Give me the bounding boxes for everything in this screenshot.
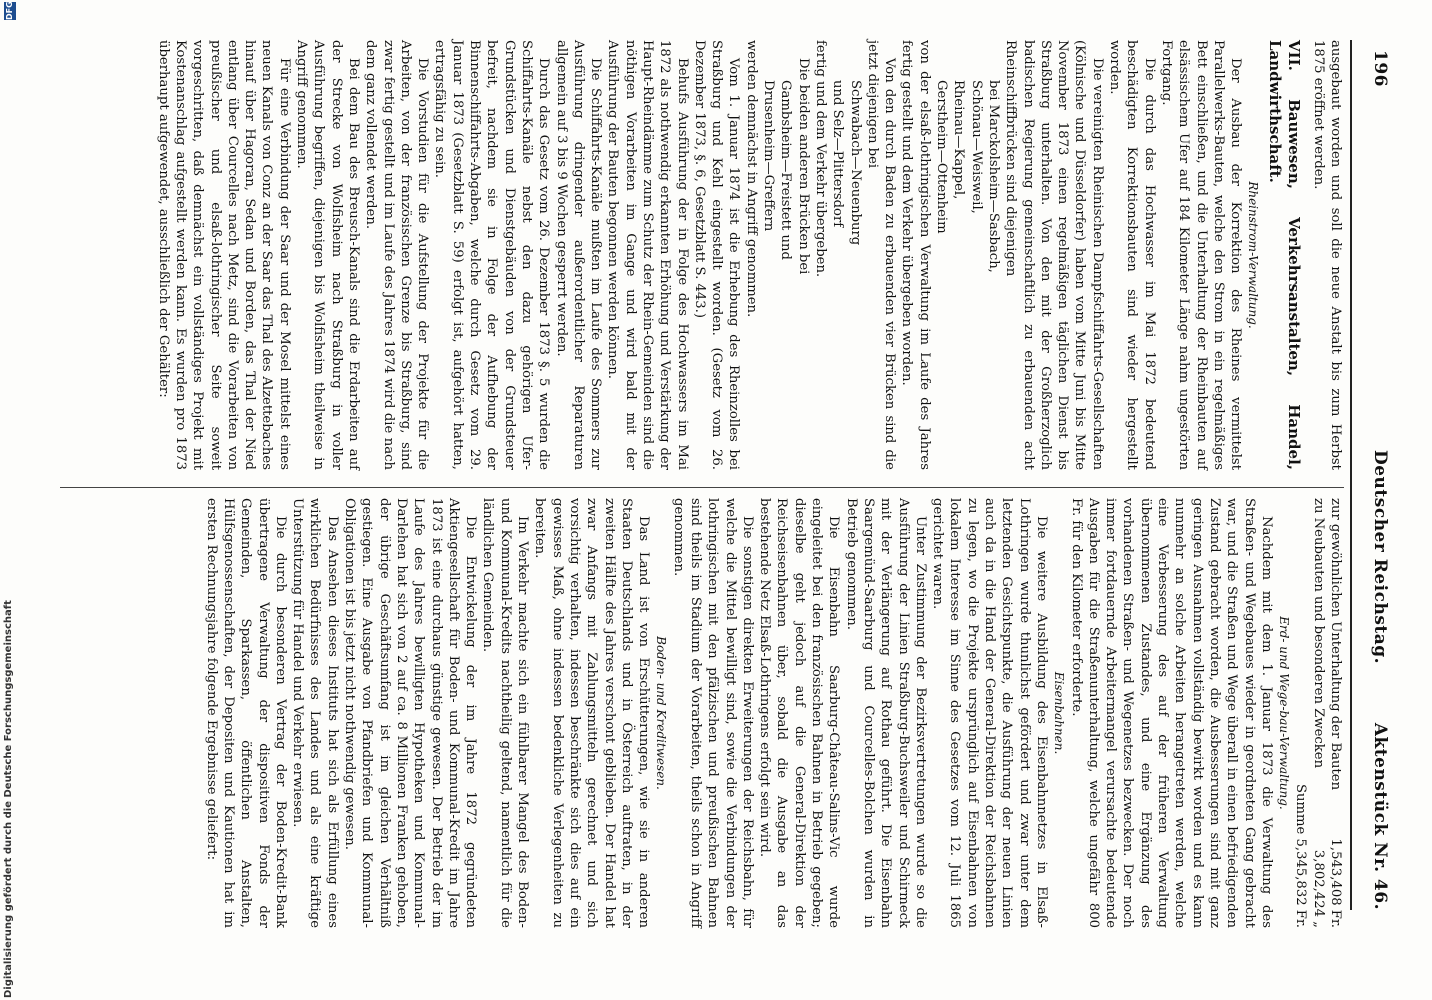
- paragraph: Vom 1. Januar 1874 ist die Erhebung des Rheinzolles bei Straßburg und Kehl eingestellt worden. (Gesetz vom 26. Dezember 1873, §. 6, Gesetzblatt S. 443.): [691, 40, 742, 470]
- paragraph: Das Land ist von Erschütterungen, wie sie in anderen Staaten Deutschlands und in Österreich auftraten, in der zweiten Hälfte des Jahres verschont geblieben. Der Handel hat zwar Anfangs mit Zahlungsmitteln gerechnet und sich vorsichtig verhalten, indessen beschränkte sich dies auf ein gewisses Maß, ohne indessen bedenkliche Verlegenheiten zu bereiten.: [532, 498, 652, 928]
- budget-value: 3,802,424 „: [1310, 849, 1326, 928]
- list-item: und Selz—Plittersdorf: [830, 80, 846, 228]
- list-item: Gerstheim—Ottenheim: [934, 80, 950, 234]
- list-item: Schönau—Weisweil,: [968, 80, 984, 214]
- paragraph: Von den durch Baden zu erbauenden vier Brücken sind die jetzt diejenigen bei: [864, 40, 898, 470]
- digitization-note: Digitalisierung gefördert durch die Deutsche Forschungsgemeinschaft: [3, 600, 14, 998]
- digitization-strip: [0, 0, 18, 1000]
- list-item: bei Marckolsheim—Sasbach,: [985, 80, 1001, 273]
- paragraph: Die sonstigen direkten Erweiterungen der Reichsbahn, für welche die Mittel bewilligt sind, sowie die Verbindungen der lothringischen mit den pfälzischen und preußischen Bahnen sind theils im Stadium der Vorarbeiten, theils schon in Angriff genommen.: [670, 498, 755, 928]
- paragraph: Die Entwickelung der im Jahre 1872 gegründeten Aktiengesellschaft für Boden- und Kommunal-Kredit im Jahre 1873 ist eine durchaus günstige gewesen. Der Betrieb der im Laufe des Jahres bewilligten Hypotheken und Kommunal-Darlehen hat sich von 2 auf ca. 8 Millionen Franken gehoben, der übrige Geschäftsumfang ist im gleichen Verhältniß gestiegen. Eine Ausgabe von Pfandbriefen und Kommunal-Obligationen ist bis jetzt nicht nothwendig gewesen.: [342, 498, 479, 928]
- paragraph: Die durch das Hochwasser im Mai 1872 bedeutend beschädigten Korrektionsbauten sind wieder hergestellt worden.: [1107, 40, 1157, 470]
- dfg-logo: DFG: [5, 1, 14, 20]
- sum-label: Summe: [1293, 783, 1309, 835]
- paragraph: ausgebaut worden und soll die neue Anstalt bis zum Herbst 1875 eröffnet werden.: [1310, 40, 1343, 470]
- paragraph: Die Vorstudien für die Aufstellung der Projekte für die Arbeiten, von der französischen Grenze bis Straßburg, sind zwar fertig gestellt und im Laufe des Jahres 1874 wird die nach dem ganz vollendet werden.: [363, 40, 431, 470]
- paragraph: Unter Zustimmung der Bezirksvertretungen wurde so die Ausführung der Linien Straßburg-Buchsweiler und Schirmeck mit der Verlängerung auf Rothau geführt. Die Eisenbahn Saargemünd-Saarburg und Courcelles-Bolchen wurden in Betrieb genommen.: [843, 498, 928, 928]
- budget-value: 1,543,408 Fr.: [1328, 838, 1343, 928]
- paragraph: Bei dem Bau des Breusch-Kanals sind die Erdarbeiten auf der Strecke von Wolfisheim nach Straßburg in voller Ausführung begriffen, diejenigen bis Wolfisheim theilweise in Angriff genommen.: [294, 40, 361, 470]
- document-number: Aktenstück Nr. 46.: [1370, 722, 1390, 910]
- list-item: Schwabach—Neuenburg: [847, 80, 863, 246]
- paragraph: Die beiden anderen Brücken bei: [795, 58, 811, 275]
- budget-label: zu Neubauten und besonderen Zwecken: [1310, 498, 1326, 769]
- paragraph: von der elsaß-lothringischen Verwaltung im Laufe des Jahres fertig gestellt und dem Verkehr übergeben worden.: [899, 40, 932, 470]
- paragraph: Der Ausbau der Korrektion des Rheines vermittelst Parallelwerks-Bauten, welche den Strom in ein regelmäßiges Bett einschließen, und die Unterhaltung der Rheinbauten auf elsässischem Ufer auf 184 Kilometer Länge nahm ungestörten Fortgang.: [1158, 40, 1244, 470]
- section-title: VII. Bauwesen, Verkehrsanstalten, Handel, Landwirthschaft.: [1266, 40, 1304, 470]
- sum-value: 5,345,832 Fr.: [1293, 838, 1309, 928]
- list-item: Rheinau—Kappel,: [951, 80, 967, 200]
- page-number: 196: [1370, 50, 1390, 87]
- paragraph: Die Eisenbahn Saarburg-Château-Salins-Vic wurde eingeleitet bei den französischen Bahnen in Betrieb gegeben; dieselbe geht jedoch auf die General-Direktion der Reichseisenbahnen über, sobald die Ausgabe an das bestehende Netz Elsaß-Lothringens erfolgt sein wird.: [757, 498, 842, 928]
- paragraph: Für eine Verbindung der Saar und der Mosel mittelst eines neuen Kanals von Conz an der Saar das Thal des Alzettebaches hinauf über Hagoran, Sedan und Borden, das Thal der Nied entlang über Courcelles nach Metz, sind die Vorarbeiten von preußischer und elsaß-lothringischer Seite soweit vorgeschritten, daß demnächst ein vollständiges Projekt mit Kostenanschlag aufgestellt werden kann. Es wurden pro 1873 überhaupt aufgewendet, ausschließlich der Gehälter:: [155, 40, 292, 470]
- paragraph: Durch das Gesetz vom 26. Dezember 1873 §. 5 wurden die Schiffahrts-Kanäle nebst den dazu gehörigen Ufer-Grundstücken und Dienstgebäuden von der Grundsteuer befreit, nachdem sie in Folge der Aufhebung der Binnenschiffahrts-Abgaben, welche durch Gesetz vom 29. Januar 1873 (Gesetzblatt S. 59) erfolgt ist, aufgehört hatten, ertragsfähig zu sein.: [432, 40, 552, 470]
- list-item: Drusenheim—Greffern: [761, 80, 777, 232]
- paragraph: Die weitere Ausbildung des Eisenbahnnetzes in Elsaß-Lothringen wurde thunlichst gefördert und zwar unter dem letztenden Gesichtspunkte, die Ausführung der neuen Linien auch da in die Hand der General-Direktion der Reichsbahnen zu legen, wo die Projekte ursprünglich auf Eisenbahnen von lokalem Interesse im Sinne des Gesetzes vom 12. Juli 1865 gerichtet waren.: [930, 498, 1049, 928]
- budget-line: [1309, 498, 1326, 928]
- subheading: Boden- und Kreditwesen.: [654, 636, 669, 790]
- paragraph: Die vereinigten Rheinischen Dampfschiffahrts-Gesellschaften (Kölnische und Düsseldorfer) haben vom Mitte Juni bis Mitte November 1873 einen regelmäßigen täglichen Dienst bis Straßburg unterhalten. Von den mit der Großherzoglich badischen Regierung gemeinschaftlich zu erbauenden acht Rheinschiffbrücken sind diejenigen: [1003, 40, 1105, 470]
- budget-label: zur gewöhnlichen Unterhaltung der Bauten: [1328, 498, 1343, 791]
- subheading: Eisenbahnen.: [1052, 671, 1067, 755]
- left-column: [154, 40, 1344, 470]
- page-header: [1354, 40, 1390, 910]
- subheading: Rheinstrom-Verwaltung.: [1246, 181, 1261, 329]
- budget-sum: [1292, 498, 1309, 928]
- paragraph: Nachdem mit dem 1. Januar 1873 die Verwaltung des Straßen- und Wegebaues wieder in geordneten Gang gebracht war, und die Straßen und Wege überall in einen befriedigenden Zustand gebracht worden, die Ausbesserungen sind mit ganz geringen Ausnahmen vollständig bewirkt worden und es kann nunmehr an solche Arbeiten herangetreten werden, welche eine Verbesserung des auf der früheren Verwaltung übernommenen Zustandes, und eine Ergänzung des vorhandenen Straßen- und Wegenetzes bezwecken. Der noch immer fortdauernde Arbeitermangel verursachte bedeutende Ausgaben für die Straßenunterhaltung, welche ungefähr 800 Fr. für den Kilometer erforderte.: [1068, 498, 1274, 928]
- paragraph: Die durch besonderen Vertrag der Boden-Kredit-Bank übertragene Verwaltung der dispositiven Fonds der Gemeinden, Sparkassen, öffentlichen Anstalten, Hülfsgenossenschaften, der Depositen und Kautionen hat im ersten Rechnungsjahre folgende Ergebnisse geliefert:: [203, 498, 288, 928]
- paragraph: fertig und dem Verkehr übergeben.: [812, 40, 828, 278]
- paragraph: Behufs Ausführung der in Folge des Hochwassers im Mai 1872 als nothwendig erkannten Erhöhung und Verstärkung der Haupt-Rheindämme zum Schutz der Rhein-Gemeinden sind die nöthigen Vorarbeiten im Gange und wird bald mit der Ausführung der Bauten begonnen werden können.: [605, 40, 690, 470]
- budget-line: [1327, 498, 1344, 928]
- paragraph: Das Ansehen dieses Instituts hat sich als Erfüllung eines wirklichen Bedürfnisses des Landes und als eine kräftige Unterstützung für Handel und Verkehr erwiesen.: [290, 498, 340, 928]
- subheading: Erd- und Wege-bau-Verwaltung.: [1277, 616, 1292, 810]
- column-divider: [60, 487, 1344, 488]
- header-rule: [1350, 40, 1352, 910]
- digitization-note-rotated: [0, 0, 18, 1000]
- paragraph: werden demnächst in Angriff genommen.: [743, 40, 759, 318]
- list-item: Gambsheim—Freistett und: [778, 80, 794, 260]
- right-column: [202, 498, 1344, 928]
- paragraph: Die Schiffahrts-Kanäle mußten im Laufe des Sommers zur Ausführung dringender außerordentlicher Reparaturen allgemein auf 3 bis 9 Wochen gesperrt werden.: [553, 40, 604, 470]
- paragraph: Im Verkehr machte sich ein fühlbarer Mangel des Boden- und Kommunal-Kredits nachtheilig geltend, namentlich für die ländlichen Gemeinden.: [480, 498, 531, 928]
- header-title: Deutscher Reichstag.: [1370, 450, 1390, 665]
